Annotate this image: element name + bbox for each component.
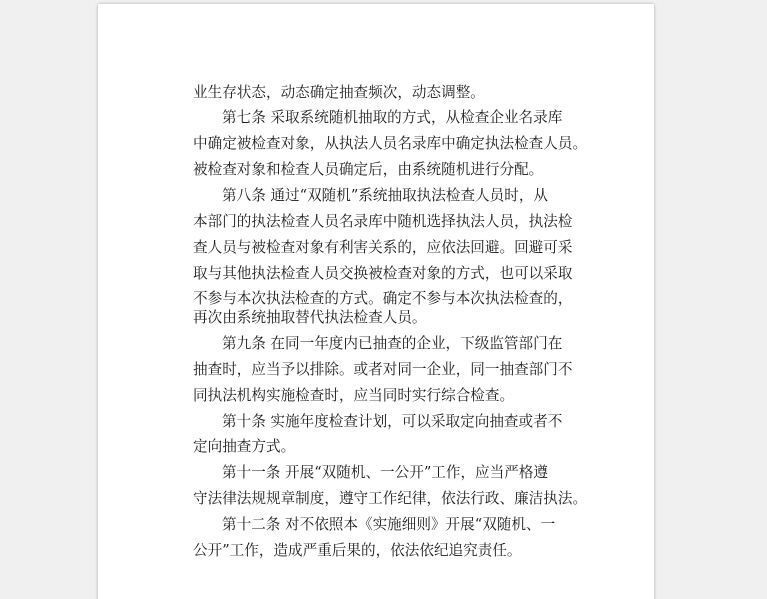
text-line: 抽查时，应当予以排除。或者对同一企业，同一抽查部门不 [193,361,573,378]
text-line: 守法律法规规章制度，遵守工作纪律，依法行政、廉洁执法。 [193,490,588,507]
text-line: 被检查对象和检查人员确定后，由系统随机进行分配。 [193,161,544,178]
text-line: 同执法机构实施检查时，应当同时实行综合检查。 [193,387,515,404]
text-line: 中确定被检查对象，从执法人员名录库中确定执法检查人员。 [193,135,588,152]
article-8-heading-line: 第八条 通过“双随机”系统抽取执法检查人员时，从 [222,187,549,204]
document-page [98,4,654,599]
text-line: 不参与本次执法检查的方式。确定不参与本次执法检查的， [193,290,573,307]
article-11-heading-line: 第十一条 开展“双随机、一公开”工作，应当严格遵 [222,464,549,481]
text-line: 定向抽查方式。 [193,438,296,455]
text-line: 再次由系统抽取替代执法检查人员。 [193,309,427,326]
text-line: 公开”工作，造成严重后果的，依法依纪追究责任。 [193,542,522,559]
article-10-heading-line: 第十条 实施年度检查计划，可以采取定向抽查或者不 [222,413,563,430]
article-12-heading-line: 第十二条 对不依照本《实施细则》开展“双随机、一 [222,516,556,533]
text-line: 取与其他执法检查人员交换被检查对象的方式，也可以采取 [193,265,573,282]
article-7-heading-line: 第七条 采取系统随机抽取的方式，从检查企业名录库 [222,109,563,126]
article-9-heading-line: 第九条 在同一年度内已抽查的企业，下级监管部门在 [222,335,563,352]
text-line: 本部门的执法检查人员名录库中随机选择执法人员，执法检 [193,213,573,230]
text-line: 业生存状态，动态确定抽查频次，动态调整。 [193,84,485,101]
text-line: 查人员与被检查对象有利害关系的，应依法回避。回避可采 [193,239,573,256]
